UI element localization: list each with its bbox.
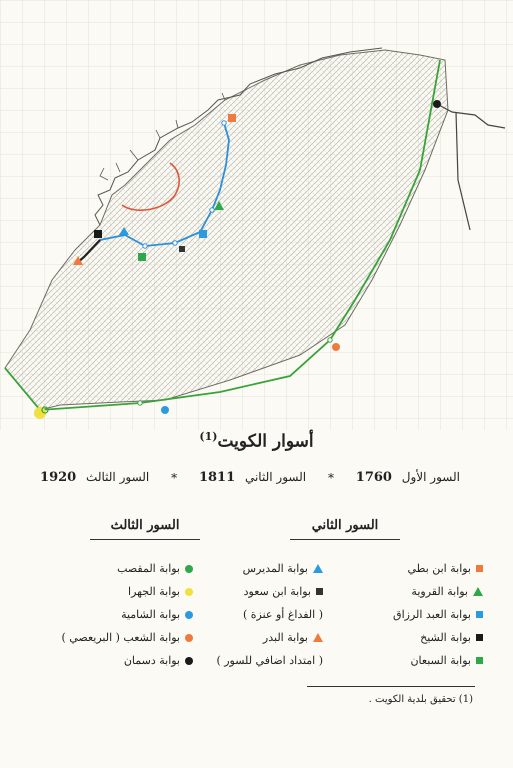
legend-item [393,608,483,621]
second-wall-year: 1811 [198,470,236,485]
third-wall-heading: السور الثالث [90,518,200,540]
shaab-gate-marker [332,343,340,351]
dark-square-icon [316,588,323,595]
legend-item [216,654,323,667]
green-triangle-icon [473,587,483,596]
orange-circle-icon [185,634,193,642]
legend-label: بوابة القروية [411,585,468,598]
legend-label: بوابة ابن سعود [243,585,311,598]
blue-circle-icon [185,611,193,619]
legend-item [420,631,483,644]
subaan-gate-marker [138,253,146,261]
legend-label: بوابة ابن بطي [407,562,471,575]
legend-item [128,585,193,598]
dasman-gate-marker [433,100,441,108]
legend-item [243,562,323,575]
walls-years-row [40,470,460,485]
first-wall-label: السور الأول 1760 [355,470,460,485]
footnote-divider [307,686,475,687]
legend-item [121,608,193,621]
page-title [0,430,513,452]
legend-item [408,562,484,575]
legend-label: بوابة الشامية [121,608,180,621]
third-wall-label: السور الثالث 1920 [40,470,150,485]
yellow-circle-icon [185,588,193,596]
ibn-butai-gate-marker [228,114,236,122]
green-square-icon [476,657,483,664]
black-circle-icon [185,657,193,665]
legend-label: ( امتداد اضافي للسور ) [216,654,323,667]
title-text: أسوار الكويت [217,431,314,452]
black-square-icon [476,634,483,641]
legend-label: ( الفداغ أو عنزة ) [242,608,323,621]
separator-star: * [171,470,178,485]
orange-square-icon [476,565,483,572]
legend-item [244,585,323,598]
separator-star: * [327,470,334,485]
legend-label: بوابة الجهرا [128,585,180,598]
orange-triangle-icon [313,633,323,642]
footnote: (1) تحقيق بلدية الكويت . [368,694,473,705]
legend-label: بوابة المديرس [242,562,308,575]
legend-item [243,608,323,621]
abdulrazzaq-gate-marker [199,230,207,238]
legend-item [117,562,193,575]
legend-item [263,631,323,644]
blue-triangle-icon [313,564,323,573]
sheikh-gate-marker [94,230,102,238]
legend-item [124,654,193,667]
legend-item [411,585,483,598]
green-circle-icon [185,565,193,573]
blue-square-icon [476,611,483,618]
third-wall-year: 1920 [40,470,77,485]
legend-label: بوابة السبعان [410,654,471,667]
legend-label: بوابة الشعب ( البريعصي ) [61,631,180,644]
title-footnote-ref: (1) [199,430,218,443]
first-wall-year: 1760 [355,470,392,485]
legend-label: بوابة دسمان [123,654,180,667]
legend-label: بوابة الشيخ [420,631,471,644]
shamiya-gate-marker [161,406,169,414]
legend-label: بوابة العبد الرزاق [393,608,471,621]
legend-label: بوابة البدر [262,631,308,644]
legend-item [410,654,483,667]
legend-item [61,631,193,644]
second-wall-heading: السور الثاني [290,518,400,540]
ibn-saud-gate-marker [179,246,185,252]
second-wall-label: السور الثاني 1811 [198,470,307,485]
legend-label: بوابة المقصب [117,562,180,575]
